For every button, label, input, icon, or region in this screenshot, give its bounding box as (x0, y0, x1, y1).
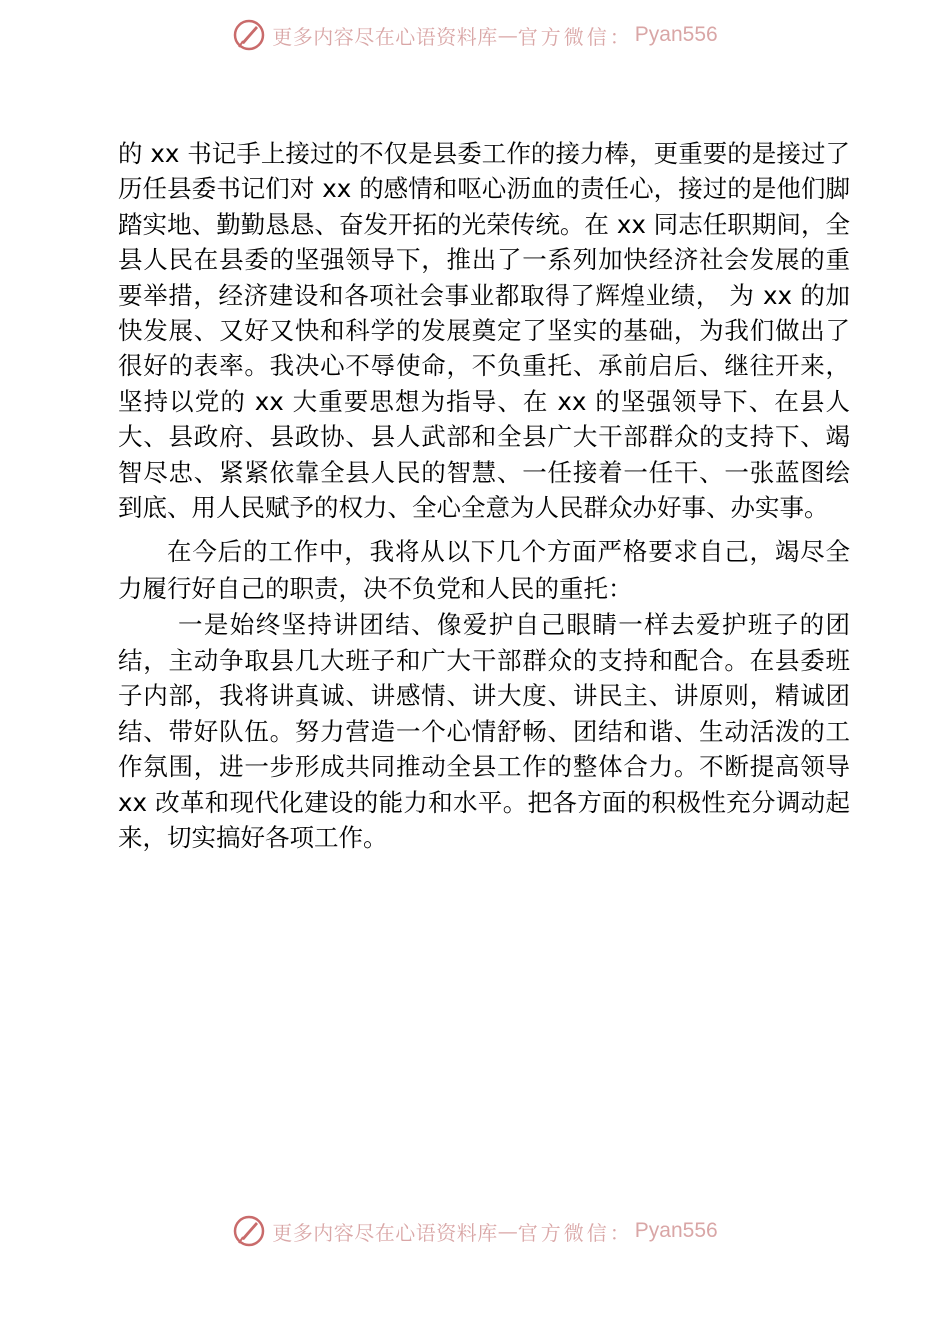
watermark-wechat-label: 官方微信： (517, 1220, 633, 1245)
watermark-wechat-id: Pyan556 (634, 1219, 718, 1242)
document-body (118, 136, 850, 855)
paragraph-3: 一是始终坚持讲团结、像爱护自己眼睛一样去爱护班子的团结，主动争取县几大班子和广大干部群众的支持和配合。在县委班子内部，我将讲真诚、讲感情、讲大度、讲民主、讲原则，精诚团结、带好队伍。努力营造一个心情舒畅、团结和谐、生动活泼的工作氛围，进一步形成共同推动全县工作的整体合力。不断提高领导 xx 改革和现代化建设的能力和水平。把各方面的积极性充分调动起来，切实搞好各项工作。 (118, 610, 850, 852)
quill-logo-icon (232, 1214, 266, 1248)
footer-watermark (0, 1211, 950, 1251)
header-watermark (0, 15, 950, 55)
watermark-main-text: 更多内容尽在心语资料库 (272, 24, 498, 49)
watermark-main-text: 更多内容尽在心语资料库 (272, 1220, 498, 1245)
watermark-wechat-label: 官方微信： (517, 24, 633, 49)
watermark-dash: — (497, 1219, 518, 1243)
watermark-wechat-id: Pyan556 (634, 23, 718, 46)
paragraph-2: 在今后的工作中，我将从以下几个方面严格要求自己，竭尽全力履行好自己的职责，决不负党和人民的重托： (118, 537, 850, 604)
quill-logo-icon (232, 18, 266, 52)
paragraph-1: 的 xx 书记手上接过的不仅是县委工作的接力棒，更重要的是接过了历任县委书记们对 xx 的感情和呕心沥血的责任心，接过的是他们脚踏实地、勤勤恳恳、奋发开拓的光荣传统。在 xx 同志任职期间，全县人民在县委的坚强领导下，推出了一系列加快经济社会发展的重要举措，经济建设和各项社会事业都取得了辉煌业绩， 为 xx 的加快发展、又好又快和科学的发展奠定了坚实的基础，为我们做出了很好的表率。我决心不辱使命，不负重托、承前启后、继往开来，坚持以党的 xx 大重要思想为指导、在 xx 的坚强领导下、在县人大、县政府、县政协、县人武部和全县广大干部群众的支持下、竭智尽忠、紧紧依靠全县人民的智慧、一任接着一任干、一张蓝图绘到底、用人民赋予的权力、全心全意为人民群众办好事、办实事。 (118, 139, 850, 523)
watermark-dash: — (497, 23, 518, 47)
